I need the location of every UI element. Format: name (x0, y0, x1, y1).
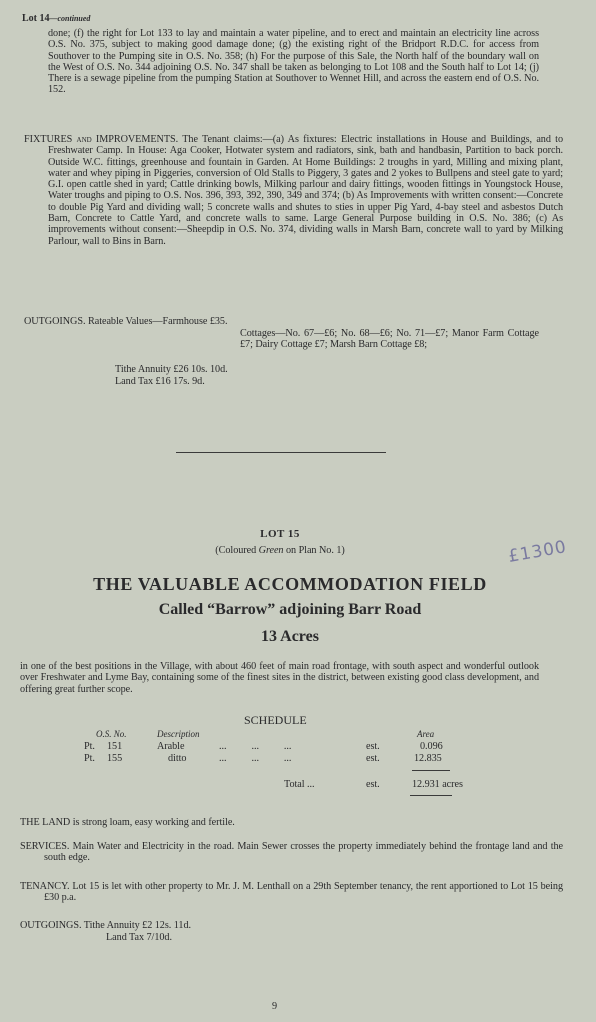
services-text: Main Water and Electricity in the road. Main Sewer crosses the property immediately behind the frontage land and the south edge. (44, 841, 563, 864)
lot15-subheading-pre: (Coloured (215, 545, 259, 556)
schedule-row-os: 155 (107, 753, 123, 764)
schedule-title: SCHEDULE (244, 713, 307, 727)
schedule-total-est: est. (366, 779, 380, 790)
handwritten-price: £1300 (506, 537, 569, 567)
lot15-outgoings-label: OUTGOINGS. (20, 920, 82, 931)
schedule-row-dots: ... ... ... (219, 753, 292, 764)
schedule-row-prefix: Pt. (84, 741, 95, 752)
schedule-row-dots: ... ... ... (219, 741, 292, 752)
lot15-outgoings-text: Tithe Annuity £2 12s. 11d. (81, 920, 191, 931)
section-divider (176, 452, 386, 453)
lot14-outgoings-line1 (24, 316, 539, 327)
schedule-row-est: est. (366, 753, 380, 764)
lot14-paragraph-rights: done; (f) the right for Lot 133 to lay and maintain a water pipeline, and to erect and maintain an electricity line across O.S. No. 375, subject to making good damage done; (g) the existing right of the Bridport R.D.C. for access from Southover to the Pumping site in O.S. No. 358; (h) For the purpose of this Sale, the North half of the boundary wall on the West of O.S. No. 344 adjoining O.S. No. 347 shall be taken as belonging to Lot 108 and the South half to Lot 14; (j) There is a sewage pipeline from the pumping Station at Southover to Wennet Hill, and across the eastern end of O.S. No. 152. (48, 28, 539, 96)
lot15-outgoings (20, 920, 539, 931)
lot15-services (20, 841, 563, 864)
services-label: SERVICES. (20, 841, 70, 852)
lot15-land-tax: Land Tax 7/10d. (106, 932, 172, 943)
lot15-title-acres: 13 Acres (261, 628, 319, 645)
schedule-row-description: ditto (168, 753, 187, 764)
lot15-intro: in one of the best positions in the Village, with about 460 feet of main road frontage, with south aspect and wonderful outlook over Freshwater and Lyme Bay, containing some of the finest sites in the district, between existing good class development, and offering great further scope. (20, 661, 539, 695)
schedule-col-description: Description (157, 729, 200, 739)
lot15-title: THE VALUABLE ACCOMMODATION FIELD (93, 574, 487, 594)
lot14-cottages: Cottages—No. 67—£6; No. 68—£6; No. 71—£7; Manor Farm Cottage £7; Dairy Cottage £7; Marsh Barn Cottage £8; (240, 328, 539, 351)
schedule-row-area: 0.096 (420, 741, 443, 752)
schedule-row-description: Arable (157, 741, 185, 752)
page-number: 9 (272, 1001, 278, 1012)
lot15-subheading (0, 545, 560, 556)
fixtures-text: The Tenant claims:—(a) As fixtures: Electric installations in House and Buildings, and to Freshwater Camp. In House: Aga Cooker, Hotwater system and radiators, sink, bath and handbasin, Partition to back porch. Outside W.C. fittings, greenhouse and fountain in Garden. At Home Buildings: 2 troughs in yard, Milling and mixing plant, water and whey piping in Piggeries, conversion of Old Stalls to Piggery, 3 gates and 2 yokes to Bullpens and steel gate to yard; G.I. open cattle shed in yard; Cattle drinking bowls, Milking parlour and dairy fittings, wooden fittings in Youngstock House, Water troughs and piping to O.S. Nos. 396, 393, 392, 390, 349 and 374; (b) As Improvements with written consent:—Concrete to double Pig Yard and dividing wall; 5 concrete walls and shutes to sties in upper Pig Yard, 4-bay steel and asbestos Dutch Barn, Concrete to Cattle Yard, and concrete walls to same. Large General Purpose building in O.S. No. 386; (c) As improvements without consent:—Sheepdip in O.S. No. 374, dividing walls in Marsh Barn, concrete wall to yard by Milking Parlour, wall to Bins in Barn. (48, 134, 563, 247)
lot14-heading (22, 13, 90, 24)
land-label: THE LAND (20, 817, 71, 828)
fixtures-label: FIXTURES and IMPROVEMENTS. (24, 134, 179, 145)
schedule-row-est: est. (366, 741, 380, 752)
schedule-row-area: 12.835 (414, 753, 442, 764)
schedule-col-os: O.S. No. (96, 729, 127, 739)
lot15-title-called: Called “Barrow” adjoining Barr Road (158, 601, 422, 618)
schedule-row-prefix: Pt. (84, 753, 95, 764)
lot15-tenancy (20, 881, 563, 904)
lot14-heading-main: Lot 14 (22, 13, 50, 24)
lot14-tithe: Tithe Annuity £26 10s. 10d. (115, 364, 228, 375)
lot14-heading-sub: —continued (49, 14, 91, 23)
schedule-sum-rule (412, 770, 450, 771)
schedule-row-os: 151 (107, 741, 123, 752)
schedule-total-area: 12.931 acres (412, 779, 463, 790)
lot14-outgoings-label: OUTGOINGS. (24, 316, 86, 327)
schedule-total-label: Total ... (284, 779, 315, 790)
tenancy-text: Lot 15 is let with other property to Mr. J. M. Lenthall on a 29th September tenancy, the rent apportioned to Lot 15 being £30 p.a. (44, 881, 563, 904)
lot15-land (20, 817, 539, 828)
lot14-outgoings-rateable: Rateable Values—Farmhouse £35. (85, 316, 228, 327)
lot14-fixtures-paragraph (24, 134, 563, 247)
lot15-subheading-green: Green (258, 545, 284, 556)
schedule-col-area: Area (417, 729, 435, 739)
land-text: is strong loam, easy working and fertile. (70, 817, 235, 828)
tenancy-label: TENANCY. (20, 881, 70, 892)
lot15-heading: LOT 15 (260, 528, 300, 540)
schedule-total-rule (410, 795, 452, 796)
lot15-subheading-post: on Plan No. 1) (283, 545, 345, 556)
lot14-land-tax: Land Tax £16 17s. 9d. (115, 376, 205, 387)
